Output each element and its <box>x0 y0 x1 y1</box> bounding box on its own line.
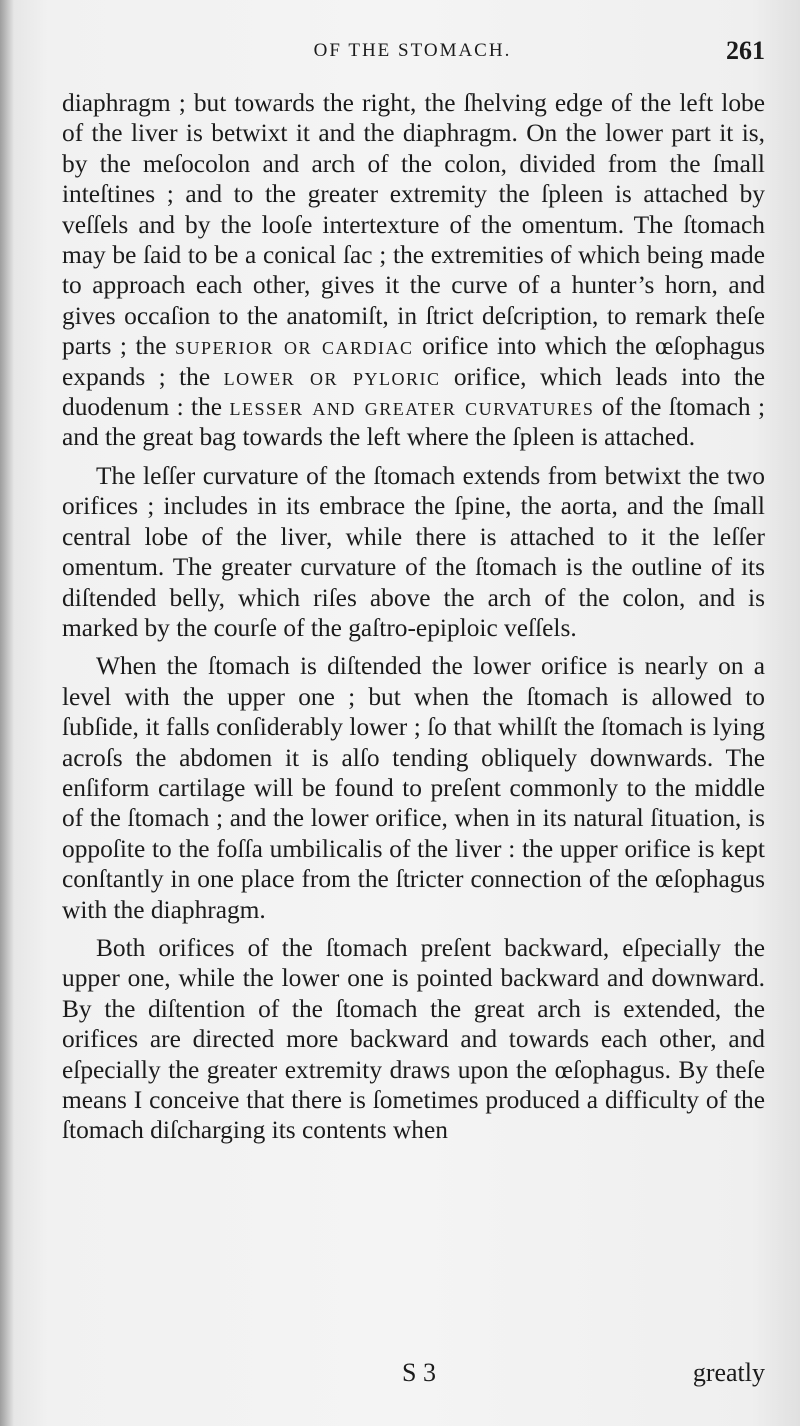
body-text <box>62 88 765 1154</box>
text-run: When the ſtomach is diſtended the lower orifice is nearly on a level with the upper one ; but when the ſtomach is allowed to ſubſide, it falls conſiderably lower ; ſo that whilſt the ſtomach is lying acroſs the abdomen it is alſo tending obliquely downwards. The enſiform cartilage will be found to preſent commonly to the middle of the ſtomach ; and the lower orifice, when in its natural ſituation, is oppoſite to the foſſa umbilicalis of the liver : the upper orifice is kept conſtantly in one place from the ſtricter connection of the œſophagus with the diaphragm. <box>62 652 765 924</box>
page-footer <box>62 1358 765 1398</box>
text-run: The leſſer curvature of the ſtomach extends from betwixt the two orifices ; includes in its embrace the ſpine, the aorta, and the ſmall central lobe of the liver, while there is attached to it the leſſer omentum. The greater curvature of the ſtomach is the outline of its diſtended belly, which riſes above the arch of the colon, and is marked by the courſe of the gaſtro-epiploic veſſels. <box>62 461 765 642</box>
page-gutter-shadow <box>0 0 14 1426</box>
text-run: orifice into which the œſophagus expands ; the <box>62 332 765 391</box>
running-head <box>60 36 765 76</box>
paragraph <box>62 651 765 925</box>
small-caps-term: lesser and greater curvatures <box>229 393 595 422</box>
text-run: orifice, which leads into the duodenum : the <box>62 362 765 422</box>
paragraph <box>62 933 765 1146</box>
text-run: Both orifices of the ſtomach preſent backward, eſpecially the upper one, while the lower one is pointed backward and downward. By the diſtention of the ſtomach the great arch is extended, the orifices are directed more backward and towards each other, and eſpecially the greater extremity draws upon the œſophagus. By theſe means I conceive that there is ſometimes produced a difficulty of the ſtomach diſcharging its contents when <box>62 933 765 1145</box>
text-run: of the ſtomach ; and the great bag towards the left where the ſpleen is attached. <box>62 393 765 452</box>
small-caps-term: superior or cardiac <box>174 332 414 361</box>
catchword: greatly <box>692 1358 765 1387</box>
signature-mark: S 3 <box>402 1358 436 1387</box>
small-caps-term: lower or pyloric <box>223 362 441 391</box>
running-title: OF THE STOMACH. <box>313 40 512 61</box>
paragraph <box>62 461 765 643</box>
paragraph <box>62 88 765 453</box>
page-number: 261 <box>726 36 765 65</box>
text-run: diaphragm ; but towards the right, the ſhelving edge of the left lobe of the liver is betwixt it and the diaphragm. On the lower part it is, by the meſocolon and arch of the colon, divided from the ſmall inteſtines ; and to the greater extremity the ſpleen is attached by veſſels and by the looſe intertexture of the omentum. The ſtomach may be ſaid to be a conical ſac ; the extremities of which being made to approach each other, gives it the curve of a hunter’s horn, and gives occaſion to the anatomiſt, in ſtrict deſcription, to remark theſe parts ; the <box>62 89 765 361</box>
